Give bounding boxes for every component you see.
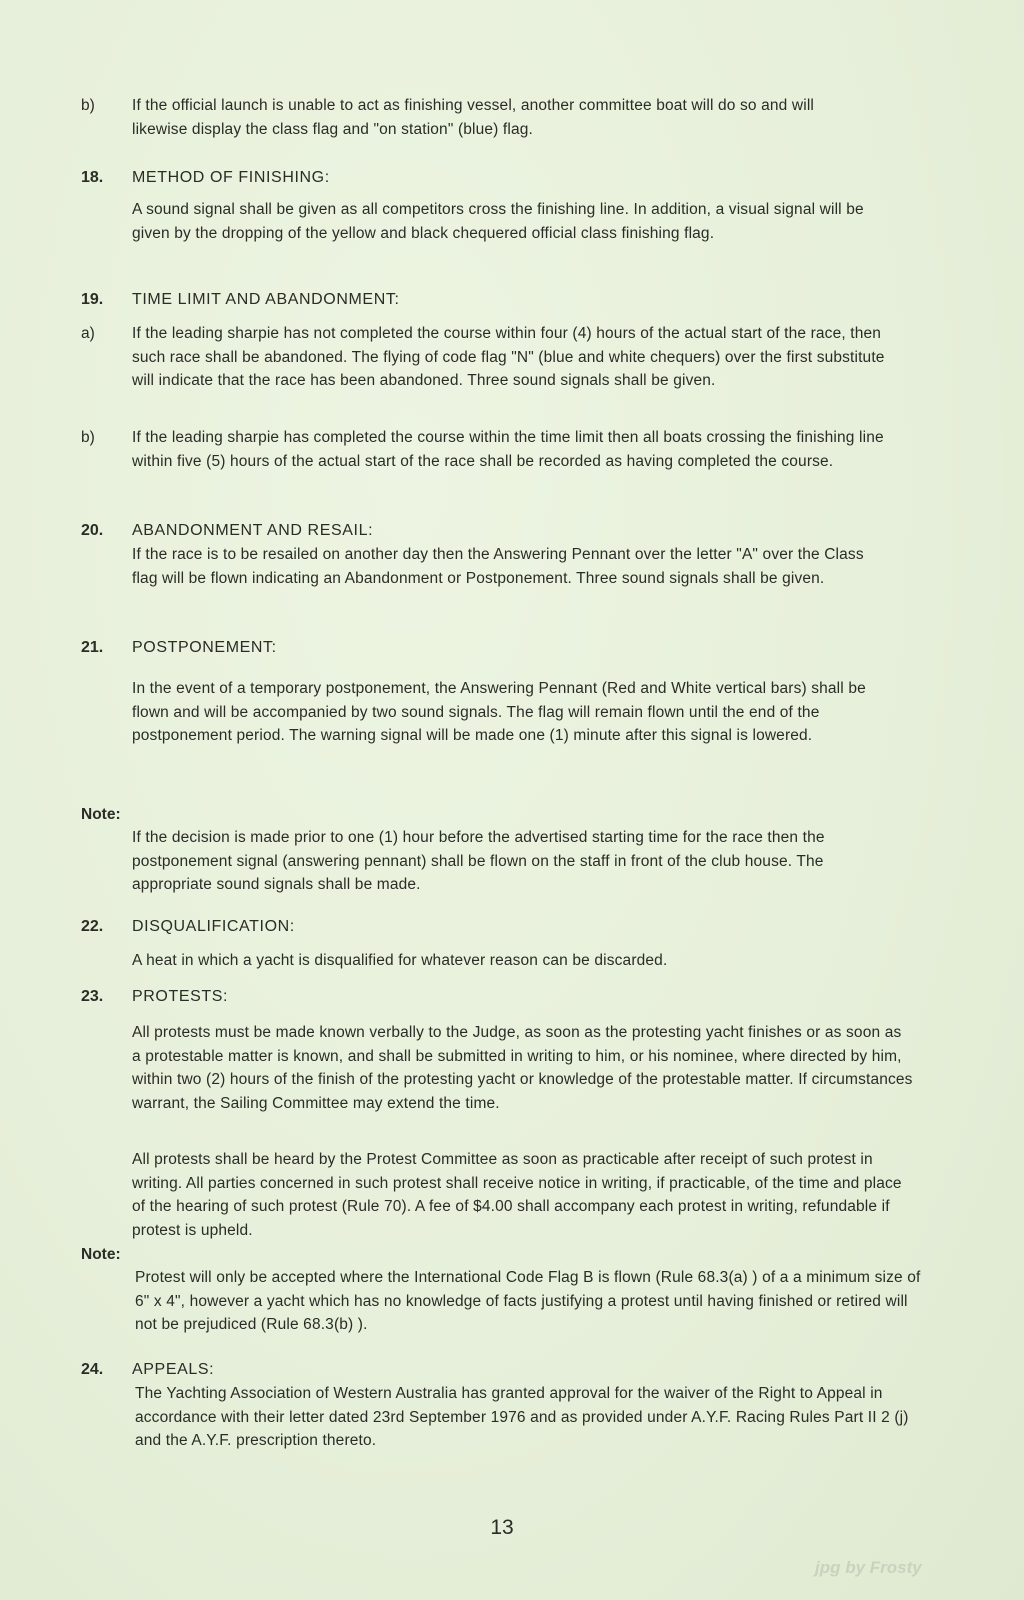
section-19b-text: If the leading sharpie has completed the course within the time limit then all boats crossing the finishing line within five (5) hours of the actual start of the race shall be recorded as having completed the course. <box>132 429 884 470</box>
item-b-text: If the official launch is unable to act as finishing vessel, another committee boat will do so and will likewise display the class flag and "on station" (blue) flag. <box>132 97 815 138</box>
section-20-number: 20. <box>81 522 104 539</box>
note-text: If the decision is made prior to one (1) hour before the advertised starting time for the race then the postponement signal (answering pennant) shall be flown on the staff in front of the club house. The appropriate sound signals shall be made. <box>132 829 825 893</box>
section-19-heading: TIME LIMIT AND ABANDONMENT: <box>132 291 400 308</box>
section-21-number: 21. <box>81 639 104 656</box>
section-24-number: 24. <box>81 1361 104 1378</box>
section-20-text: If the race is to be resailed on another day then the Answering Pennant over the letter "A" over the Class flag will be flown indicating an Abandonment or Postponement. Three sound signals shall be given. <box>132 546 864 587</box>
page-number: 13 <box>490 1516 514 1539</box>
section-18-text: A sound signal shall be given as all competitors cross the finishing line. In addition, a visual signal will be given by the dropping of the yellow and black chequered official class finishing flag. <box>132 201 864 242</box>
note-label: Note: <box>81 806 121 823</box>
section-22-number: 22. <box>81 918 104 935</box>
section-19a-text: If the leading sharpie has not completed the course within four (4) hours of the actual start of the race, then such race shall be abandoned. The flying of code flag "N" (blue and white chequers) over the first substitute will indicate that the race has been abandoned. Three sound signals shall be given. <box>132 325 885 389</box>
item-label-b: b) <box>81 97 95 114</box>
section-19-number: 19. <box>81 291 104 308</box>
section-23-text-1: All protests must be made known verbally to the Judge, as soon as the protesting yacht finishes or as soon as a protestable matter is known, and shall be submitted in writing to him, or his nominee, where directed by him, within two (2) hours of the finish of the protesting yacht or knowledge of the protestable matter. If circumstances warrant, the Sailing Committee may extend the time. <box>132 1024 913 1112</box>
section-18-number: 18. <box>81 169 104 186</box>
note-label-2: Note: <box>81 1246 121 1263</box>
section-24-text: The Yachting Association of Western Australia has granted approval for the waiver of the Right to Appeal in accordance with their letter dated 23rd September 1976 and as provided under A.Y.F. Racing Rules Part II 2 (j) and the A.Y.F. prescription thereto. <box>135 1385 909 1449</box>
section-23-text-2: All protests shall be heard by the Protest Committee as soon as practicable after receipt of such protest in writing. All parties concerned in such protest shall receive notice in writing, if practicable, of the time and place of the hearing of such protest (Rule 70). A fee of $4.00 shall accompany each protest in writing, refundable if protest is upheld. <box>132 1151 902 1239</box>
section-22-text: A heat in which a yacht is disqualified for whatever reason can be discarded. <box>132 952 668 969</box>
section-19b-label: b) <box>81 429 95 446</box>
section-24-heading: APPEALS: <box>132 1361 215 1378</box>
section-20-heading: ABANDONMENT AND RESAIL: <box>132 522 374 539</box>
section-23-heading: PROTESTS: <box>132 988 229 1005</box>
section-21-text: In the event of a temporary postponement, the Answering Pennant (Red and White vertical bars) shall be flown and will be accompanied by two sound signals. The flag will remain flown until the end of the postponement period. The warning signal will be made one (1) minute after this signal is lowered. <box>132 680 866 744</box>
section-19a-label: a) <box>81 325 95 342</box>
section-21-heading: POSTPONEMENT: <box>132 639 277 656</box>
watermark: jpg by Frosty <box>815 1558 922 1577</box>
note-text-2: Protest will only be accepted where the International Code Flag B is flown (Rule 68.3(a) ) of a a minimum size of 6" x 4", however a yacht which has no knowledge of facts justifying a protest until having finished or retired will not be prejudiced (Rule 68.3(b) ). <box>135 1269 921 1333</box>
section-22-heading: DISQUALIFICATION: <box>132 918 295 935</box>
section-18-heading: METHOD OF FINISHING: <box>132 169 330 186</box>
section-23-number: 23. <box>81 988 104 1005</box>
